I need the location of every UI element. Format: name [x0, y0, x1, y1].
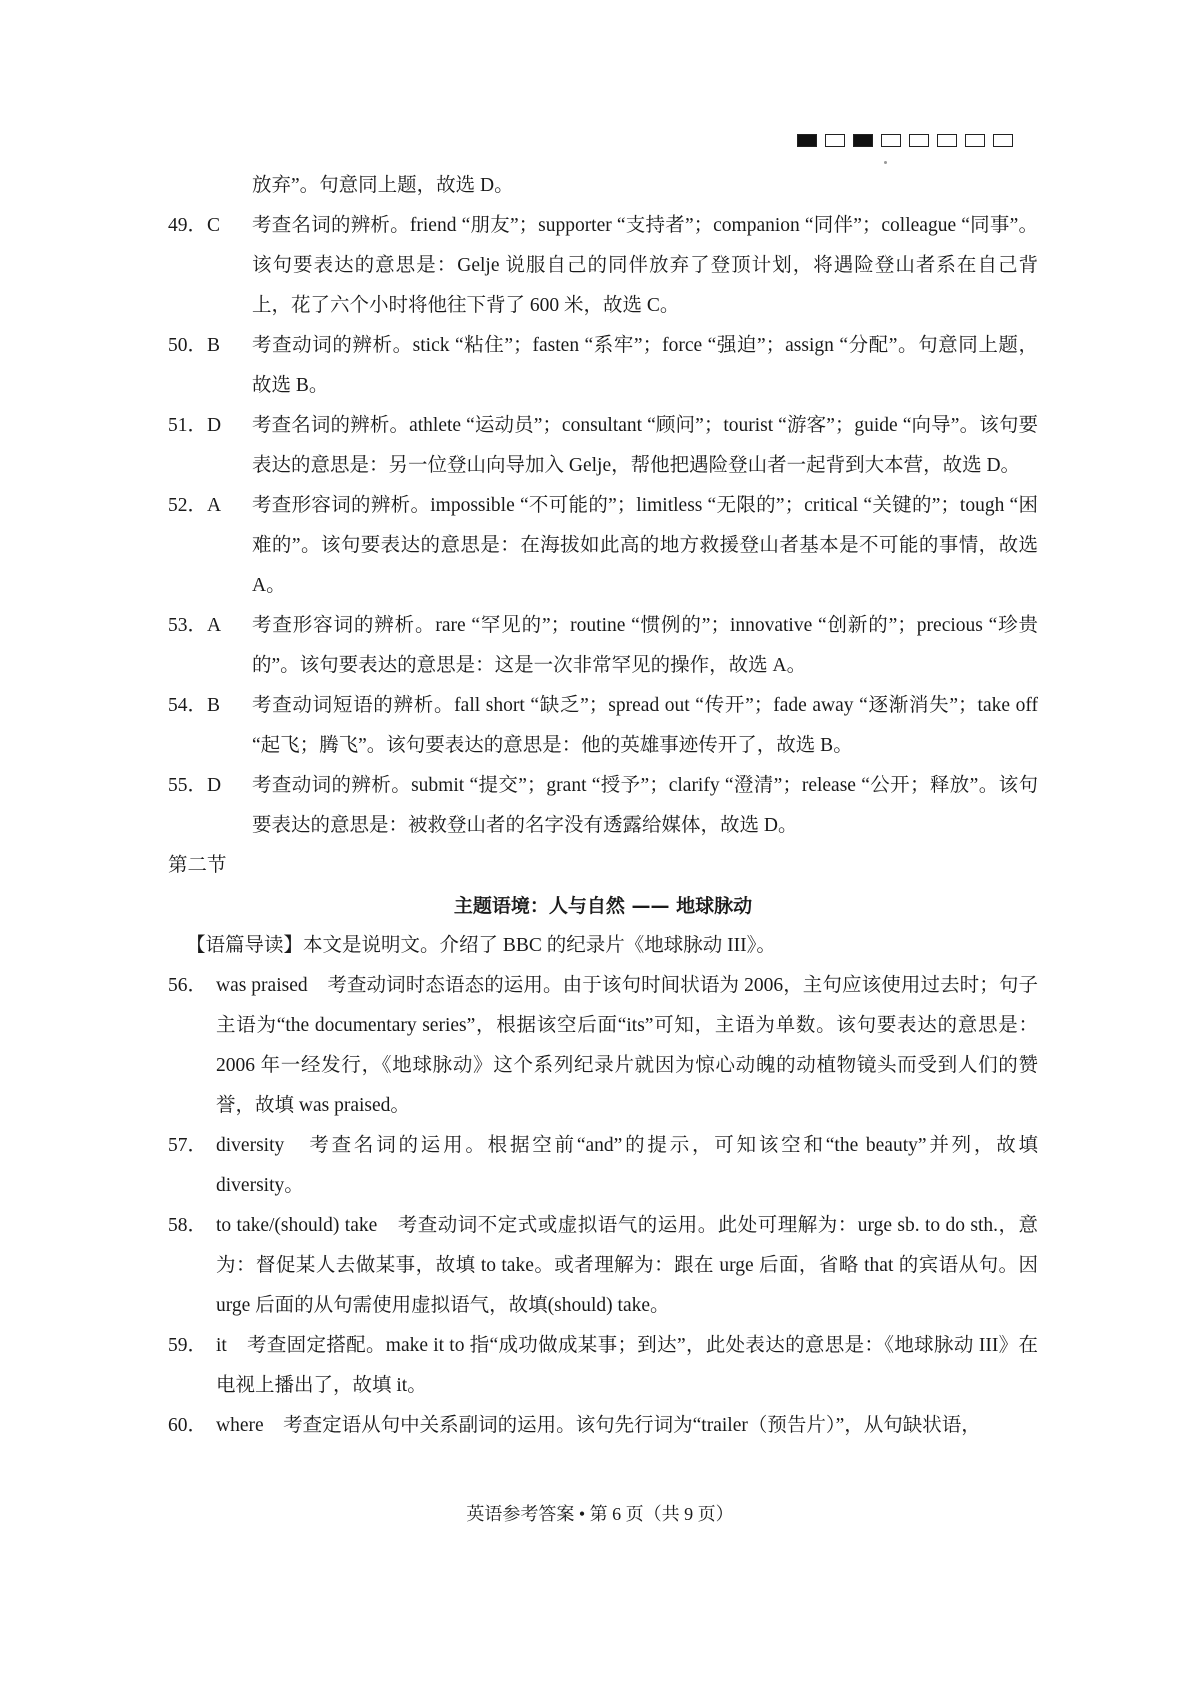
scan-dot — [884, 161, 887, 164]
continuation-line: 放弃”。句意同上题，故选 D。 — [252, 175, 514, 196]
answer-list-section-2 — [168, 966, 1038, 1446]
marker-square-empty — [965, 134, 985, 147]
answer-explanation: 考查形容词的辨析。impossible “不可能的”；limitless “无限的”；critical “关键的”；tough “困难的”。该句要表达的意思是：在海拔如此高的地方救援登山者基本是不可能的事情，故选 A。 — [252, 495, 1038, 596]
answer-number: 49．C — [168, 215, 221, 236]
answer-item — [168, 1126, 1038, 1206]
answer-explanation: 考查动词的辨析。stick “粘住”；fasten “系牢”；force “强迫”；assign “分配”。句意同上题，故选 B。 — [252, 335, 1038, 396]
answer-item — [168, 1206, 1038, 1326]
answer-explanation: where 考查定语从句中关系副词的运用。该句先行词为“trailer（预告片）”，从句缺状语， — [216, 1415, 981, 1436]
answer-item — [168, 606, 1038, 686]
answer-number: 51．D — [168, 415, 222, 436]
answer-number: 55．D — [168, 775, 222, 796]
answer-explanation: 考查形容词的辨析。rare “罕见的”；routine “惯例的”；innovative “创新的”；precious “珍贵的”。该句要表达的意思是：这是一次非常罕见的操作，故选 A。 — [252, 615, 1038, 676]
answer-item — [168, 1406, 1038, 1446]
marker-square-empty — [825, 134, 845, 147]
answer-explanation: 考查动词短语的辨析。fall short “缺乏”；spread out “传开”；fade away “逐渐消失”；take off “起飞；腾飞”。该句要表达的意思是：他的英雄事迹传开了，故选 B。 — [252, 695, 1038, 756]
marker-square-filled — [853, 134, 873, 147]
answer-item — [168, 326, 1038, 406]
answer-explanation: it 考查固定搭配。make it to 指“成功做成某事；到达”，此处表达的意思是：《地球脉动 III》在电视上播出了，故填 it。 — [216, 1335, 1038, 1396]
answer-item — [168, 206, 1038, 326]
marker-square-filled — [797, 134, 817, 147]
marker-square-empty — [909, 134, 929, 147]
section-label: 第二节 — [168, 855, 227, 876]
answer-content — [168, 166, 1038, 1446]
answer-explanation: was praised 考查动词时态语态的运用。由于该句时间状语为 2006，主句应该使用过去时；句子主语为“the documentary series”，根据该空后面“its”可知，主语为单数。该句要表达的意思是：2006 年一经发行，《地球脉动》这个系列纪录片就因为惊心动魄的动植物镜头而受到人们的赞誉，故填 was praised。 — [216, 975, 1038, 1116]
answer-item — [168, 1326, 1038, 1406]
answer-number: 58． — [168, 1215, 208, 1236]
answer-number: 60． — [168, 1415, 208, 1436]
answer-explanation: to take/(should) take 考查动词不定式或虚拟语气的运用。此处可理解为：urge sb. to do sth.，意为：督促某人去做某事，故填 to take。或者理解为：跟在 urge 后面，省略 that 的宾语从句。因 urge 后面的从句需使用虚拟语气，故填(should) take。 — [216, 1215, 1038, 1316]
marker-square-empty — [993, 134, 1013, 147]
page-footer: 英语参考答案 • 第 6 页（共 9 页） — [466, 1504, 734, 1524]
answer-number: 53．A — [168, 615, 222, 636]
marker-square-empty — [881, 134, 901, 147]
answer-number: 54．B — [168, 695, 221, 716]
passage-intro: 【语篇导读】本文是说明文。介绍了 BBC 的纪录片《地球脉动 III》。 — [186, 935, 776, 956]
answer-item — [168, 686, 1038, 766]
answer-number: 59． — [168, 1335, 208, 1356]
section-heading: 主题语境：人与自然 —— 地球脉动 — [453, 895, 753, 917]
marker-square-empty — [937, 134, 957, 147]
answer-number: 52．A — [168, 495, 222, 516]
answer-item — [168, 406, 1038, 486]
answer-number: 50．B — [168, 335, 221, 356]
answer-explanation: 考查名词的辨析。athlete “运动员”；consultant “顾问”；tourist “游客”；guide “向导”。该句要表达的意思是：另一位登山向导加入 Gelje，帮他把遇险登山者一起背到大本营，故选 D。 — [252, 415, 1038, 476]
answer-explanation: diversity 考查名词的运用。根据空前“and”的提示，可知该空和“the beauty”并列，故填 diversity。 — [216, 1135, 1038, 1196]
page-marker-bar — [797, 134, 1013, 147]
answer-explanation: 考查动词的辨析。submit “提交”；grant “授予”；clarify “澄清”；release “公开；释放”。该句要表达的意思是：被救登山者的名字没有透露给媒体，故选 D。 — [252, 775, 1038, 836]
answer-item — [168, 486, 1038, 606]
answer-number: 56． — [168, 975, 208, 996]
answer-item — [168, 766, 1038, 846]
answer-number: 57． — [168, 1135, 208, 1156]
answer-explanation: 考查名词的辨析。friend “朋友”；supporter “支持者”；companion “同伴”；colleague “同事”。该句要表达的意思是：Gelje 说服自己的同伴放弃了登顶计划，将遇险登山者系在自己背上，花了六个小时将他往下背了 600 米，故选 C。 — [252, 215, 1038, 316]
answer-item — [168, 966, 1038, 1126]
answer-list-section-1 — [168, 206, 1038, 846]
